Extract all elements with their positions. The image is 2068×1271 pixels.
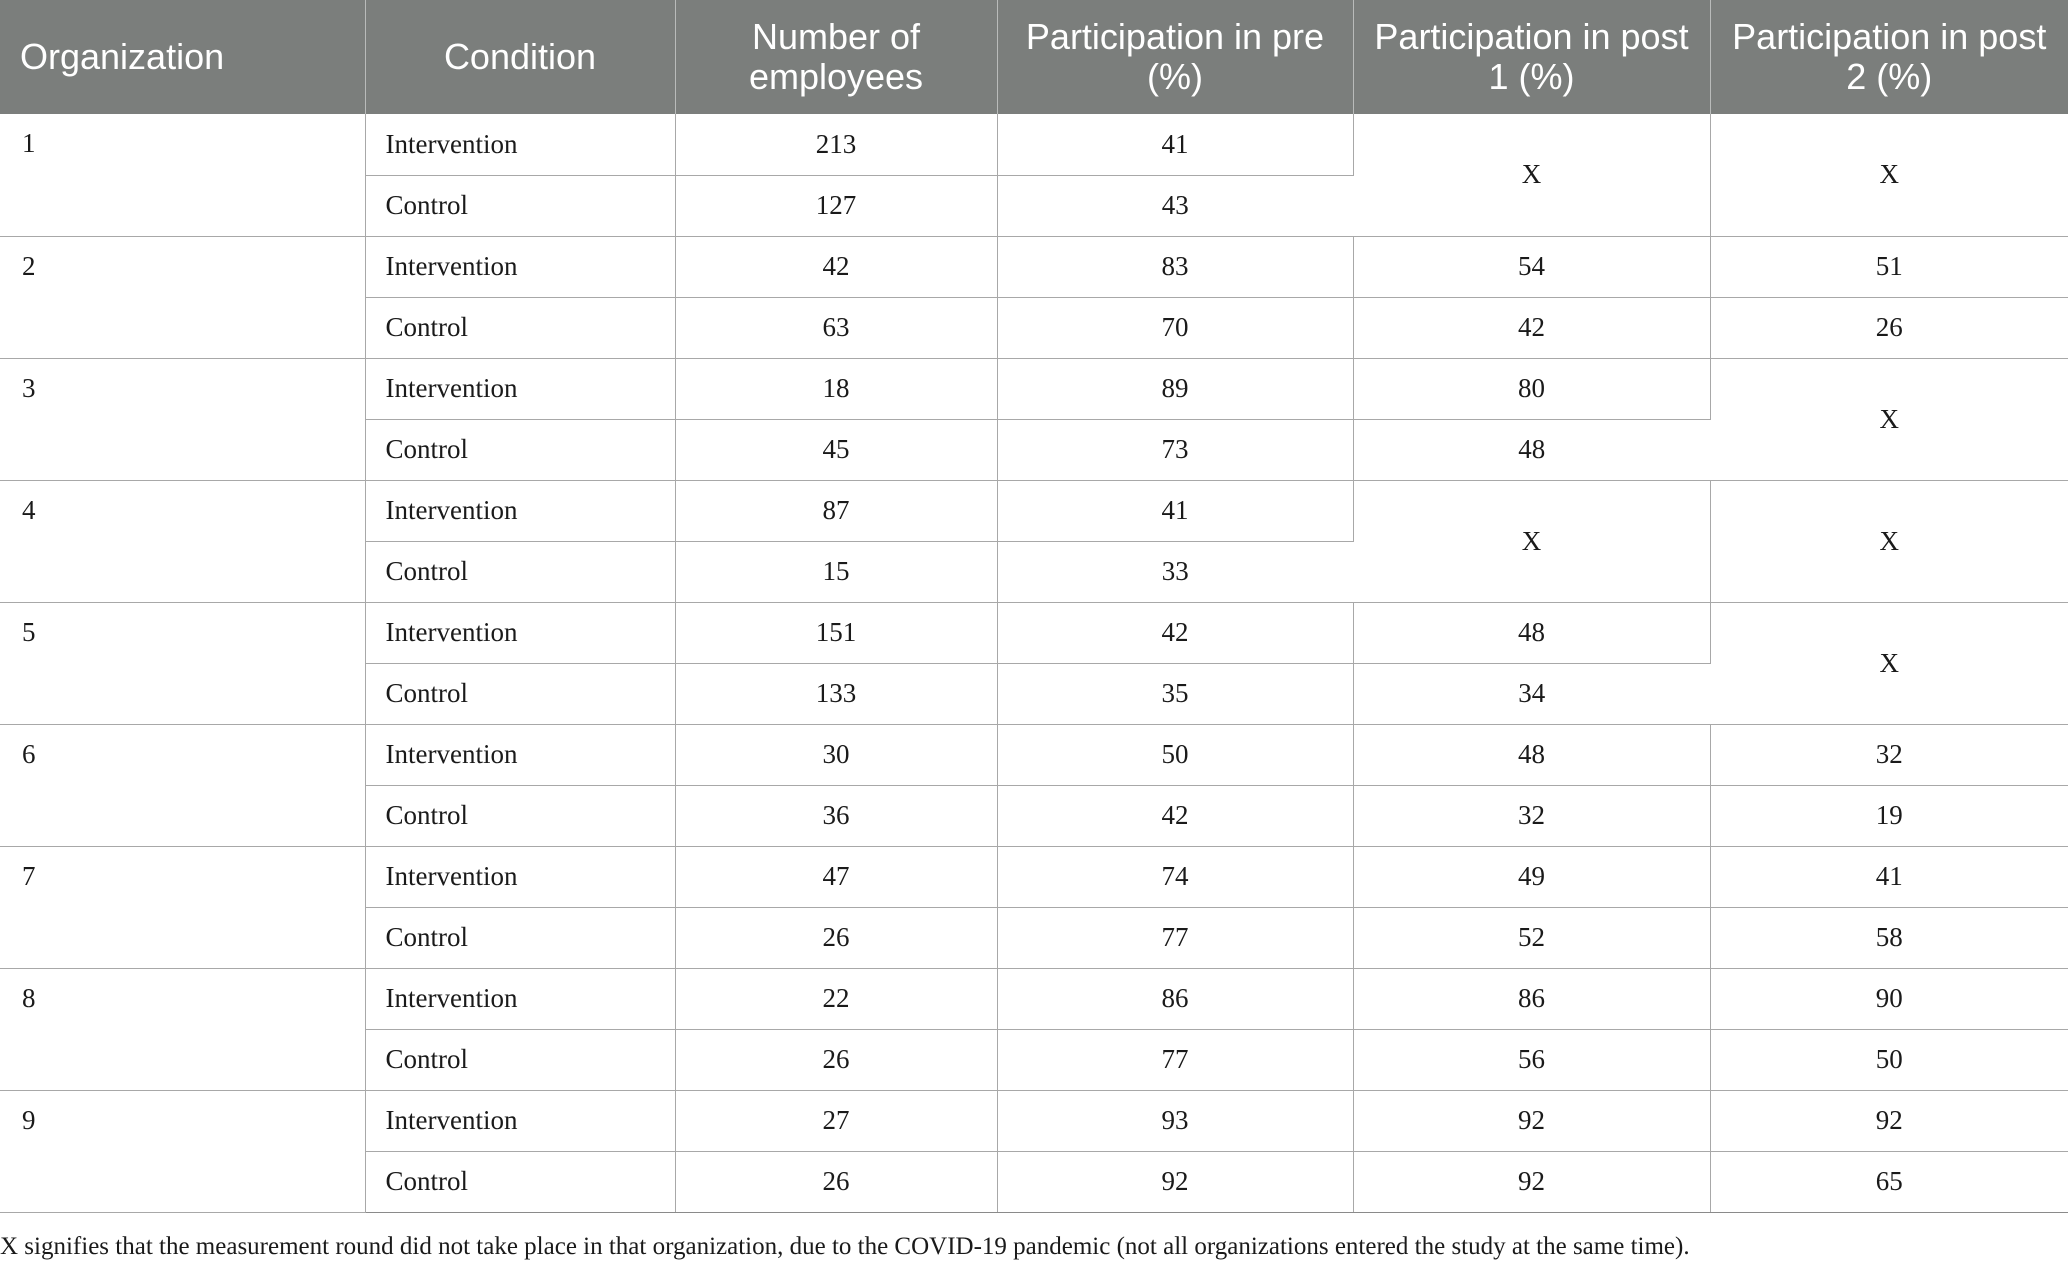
employees-cell: 27 bbox=[675, 1090, 997, 1151]
post1-cell: 80 bbox=[1353, 358, 1710, 419]
header-condition: Condition bbox=[365, 0, 675, 114]
pre-cell: 33 bbox=[997, 541, 1353, 602]
post2-cell: X bbox=[1710, 480, 2068, 602]
header-post1: Participation in post 1 (%) bbox=[1353, 0, 1710, 114]
pre-cell: 35 bbox=[997, 663, 1353, 724]
post1-cell: 92 bbox=[1353, 1151, 1710, 1212]
employees-cell: 47 bbox=[675, 846, 997, 907]
post1-cell: 48 bbox=[1353, 724, 1710, 785]
post1-cell: X bbox=[1353, 480, 1710, 602]
employees-cell: 26 bbox=[675, 907, 997, 968]
employees-cell: 22 bbox=[675, 968, 997, 1029]
table-row bbox=[0, 358, 2068, 419]
employees-cell: 133 bbox=[675, 663, 997, 724]
table-row bbox=[0, 236, 2068, 297]
table-row bbox=[0, 1090, 2068, 1151]
condition-cell: Intervention bbox=[365, 602, 675, 663]
post2-cell: X bbox=[1710, 114, 2068, 236]
organization-cell: 8 bbox=[0, 968, 365, 1090]
header-pre: Participation in pre (%) bbox=[997, 0, 1353, 114]
post1-cell: 49 bbox=[1353, 846, 1710, 907]
post2-cell: 51 bbox=[1710, 236, 2068, 297]
table-footnote: X signifies that the measurement round did not take place in that organization, due to the COVID-19 pandemic (not all organizations entered the study at the same time). bbox=[0, 1233, 1690, 1260]
post1-cell: 42 bbox=[1353, 297, 1710, 358]
post2-cell: 26 bbox=[1710, 297, 2068, 358]
condition-cell: Control bbox=[365, 663, 675, 724]
table-body bbox=[0, 114, 2068, 1212]
pre-cell: 89 bbox=[997, 358, 1353, 419]
employees-cell: 87 bbox=[675, 480, 997, 541]
post1-cell: 86 bbox=[1353, 968, 1710, 1029]
employees-cell: 213 bbox=[675, 114, 997, 175]
organization-cell: 3 bbox=[0, 358, 365, 480]
employees-cell: 30 bbox=[675, 724, 997, 785]
post1-cell: 32 bbox=[1353, 785, 1710, 846]
organization-cell: 1 bbox=[0, 114, 365, 236]
pre-cell: 42 bbox=[997, 785, 1353, 846]
table-row bbox=[0, 602, 2068, 663]
post2-cell: 90 bbox=[1710, 968, 2068, 1029]
employees-cell: 151 bbox=[675, 602, 997, 663]
condition-cell: Control bbox=[365, 541, 675, 602]
pre-cell: 83 bbox=[997, 236, 1353, 297]
pre-cell: 93 bbox=[997, 1090, 1353, 1151]
post2-cell: X bbox=[1710, 602, 2068, 724]
post2-cell: 92 bbox=[1710, 1090, 2068, 1151]
post1-cell: 34 bbox=[1353, 663, 1710, 724]
pre-cell: 74 bbox=[997, 846, 1353, 907]
organization-cell: 6 bbox=[0, 724, 365, 846]
condition-cell: Control bbox=[365, 175, 675, 236]
condition-cell: Control bbox=[365, 785, 675, 846]
pre-cell: 41 bbox=[997, 480, 1353, 541]
employees-cell: 63 bbox=[675, 297, 997, 358]
table-header bbox=[0, 0, 2068, 114]
employees-cell: 26 bbox=[675, 1029, 997, 1090]
pre-cell: 86 bbox=[997, 968, 1353, 1029]
condition-cell: Intervention bbox=[365, 114, 675, 175]
post1-cell: 48 bbox=[1353, 602, 1710, 663]
employees-cell: 26 bbox=[675, 1151, 997, 1212]
employees-cell: 15 bbox=[675, 541, 997, 602]
condition-cell: Control bbox=[365, 297, 675, 358]
post2-cell: 50 bbox=[1710, 1029, 2068, 1090]
header-row bbox=[0, 0, 2068, 114]
table-row bbox=[0, 114, 2068, 175]
condition-cell: Control bbox=[365, 1029, 675, 1090]
post1-cell: 48 bbox=[1353, 419, 1710, 480]
organization-cell: 2 bbox=[0, 236, 365, 358]
pre-cell: 70 bbox=[997, 297, 1353, 358]
post2-cell: 32 bbox=[1710, 724, 2068, 785]
post2-cell: X bbox=[1710, 358, 2068, 480]
employees-cell: 127 bbox=[675, 175, 997, 236]
post1-cell: 54 bbox=[1353, 236, 1710, 297]
condition-cell: Control bbox=[365, 907, 675, 968]
condition-cell: Intervention bbox=[365, 480, 675, 541]
post1-cell: 52 bbox=[1353, 907, 1710, 968]
header-organization: Organization bbox=[0, 0, 365, 114]
organization-cell: 5 bbox=[0, 602, 365, 724]
organization-cell: 7 bbox=[0, 846, 365, 968]
pre-cell: 50 bbox=[997, 724, 1353, 785]
condition-cell: Intervention bbox=[365, 1090, 675, 1151]
pre-cell: 41 bbox=[997, 114, 1353, 175]
organization-cell: 9 bbox=[0, 1090, 365, 1212]
pre-cell: 42 bbox=[997, 602, 1353, 663]
post1-cell: X bbox=[1353, 114, 1710, 236]
post2-cell: 58 bbox=[1710, 907, 2068, 968]
table-row bbox=[0, 724, 2068, 785]
header-post2: Participation in post 2 (%) bbox=[1710, 0, 2068, 114]
condition-cell: Intervention bbox=[365, 724, 675, 785]
pre-cell: 43 bbox=[997, 175, 1353, 236]
post2-cell: 41 bbox=[1710, 846, 2068, 907]
table-row bbox=[0, 480, 2068, 541]
post2-cell: 65 bbox=[1710, 1151, 2068, 1212]
condition-cell: Intervention bbox=[365, 968, 675, 1029]
pre-cell: 92 bbox=[997, 1151, 1353, 1212]
employees-cell: 42 bbox=[675, 236, 997, 297]
condition-cell: Control bbox=[365, 1151, 675, 1212]
post1-cell: 92 bbox=[1353, 1090, 1710, 1151]
condition-cell: Control bbox=[365, 419, 675, 480]
pre-cell: 73 bbox=[997, 419, 1353, 480]
condition-cell: Intervention bbox=[365, 846, 675, 907]
table-row bbox=[0, 968, 2068, 1029]
table-row bbox=[0, 846, 2068, 907]
post1-cell: 56 bbox=[1353, 1029, 1710, 1090]
header-employees: Number of employees bbox=[675, 0, 997, 114]
post2-cell: 19 bbox=[1710, 785, 2068, 846]
employees-cell: 18 bbox=[675, 358, 997, 419]
organization-cell: 4 bbox=[0, 480, 365, 602]
pre-cell: 77 bbox=[997, 1029, 1353, 1090]
employees-cell: 36 bbox=[675, 785, 997, 846]
condition-cell: Intervention bbox=[365, 236, 675, 297]
pre-cell: 77 bbox=[997, 907, 1353, 968]
employees-cell: 45 bbox=[675, 419, 997, 480]
condition-cell: Intervention bbox=[365, 358, 675, 419]
